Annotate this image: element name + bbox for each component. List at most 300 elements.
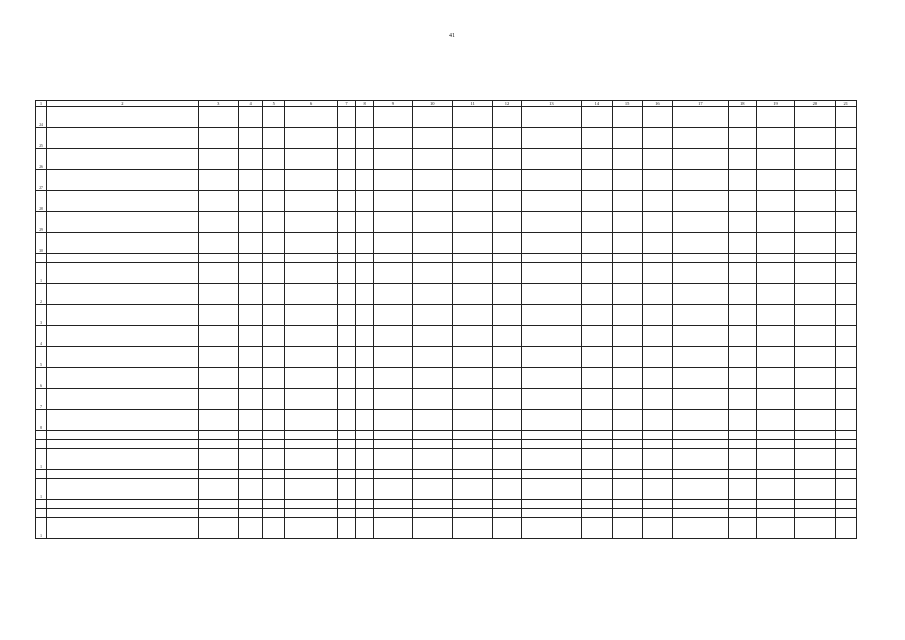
- table-cell: [47, 107, 198, 128]
- table-cell: [612, 128, 642, 149]
- table-cell: [582, 284, 612, 305]
- table-cell: [374, 479, 412, 500]
- table-cell: [374, 233, 412, 254]
- table-cell: [452, 431, 492, 440]
- table-cell: [47, 326, 198, 347]
- table-cell: [642, 431, 672, 440]
- table-cell: [612, 440, 642, 449]
- table-cell: [356, 410, 374, 431]
- table-cell: [238, 479, 262, 500]
- table-cell: [728, 263, 756, 284]
- table-cell: [238, 149, 262, 170]
- table-cell: [795, 191, 835, 212]
- table-cell: [47, 470, 198, 479]
- table-cell: [642, 509, 672, 518]
- table-cell: [374, 389, 412, 410]
- table-cell: [673, 326, 729, 347]
- table-cell: [582, 518, 612, 539]
- table-row: [36, 212, 857, 233]
- table-cell: [795, 470, 835, 479]
- table-cell: [198, 149, 238, 170]
- table-cell: [612, 500, 642, 509]
- table-cell: [642, 149, 672, 170]
- table-cell: [285, 326, 338, 347]
- table-cell: [728, 191, 756, 212]
- table-cell: [493, 518, 521, 539]
- table-cell: [493, 431, 521, 440]
- table-cell: [356, 191, 374, 212]
- table-cell: 6: [36, 368, 47, 389]
- table-cell: [452, 479, 492, 500]
- table-cell: [835, 389, 856, 410]
- table-cell: [263, 449, 285, 470]
- table-cell: [835, 263, 856, 284]
- column-header: 7: [337, 101, 355, 107]
- table-cell: [238, 212, 262, 233]
- table-cell: [238, 263, 262, 284]
- table-cell: [493, 326, 521, 347]
- table-cell: [238, 389, 262, 410]
- table-cell: [728, 410, 756, 431]
- table-cell: [356, 470, 374, 479]
- table-cell: [412, 212, 452, 233]
- table-cell: [756, 389, 794, 410]
- table-cell: [337, 389, 355, 410]
- table-cell: [728, 440, 756, 449]
- table-cell: [795, 389, 835, 410]
- table-cell: [337, 431, 355, 440]
- table-cell: [795, 107, 835, 128]
- column-header: 10: [412, 101, 452, 107]
- table-cell: [756, 479, 794, 500]
- table-cell: [835, 305, 856, 326]
- table-cell: [412, 389, 452, 410]
- table-cell: [582, 389, 612, 410]
- table-cell: [612, 212, 642, 233]
- table-cell: [493, 347, 521, 368]
- table-cell: [263, 500, 285, 509]
- table-cell: [374, 440, 412, 449]
- table-row: [36, 368, 857, 389]
- table-cell: [356, 449, 374, 470]
- table-cell: [673, 170, 729, 191]
- table-cell: [412, 128, 452, 149]
- table-cell: [835, 326, 856, 347]
- table-cell: [795, 149, 835, 170]
- table-cell: [356, 431, 374, 440]
- table-cell: [412, 440, 452, 449]
- table-cell: [337, 470, 355, 479]
- table-cell: [356, 170, 374, 191]
- table-cell: [198, 389, 238, 410]
- table-cell: [835, 368, 856, 389]
- column-header: 5: [263, 101, 285, 107]
- table-cell: 1: [36, 449, 47, 470]
- table-cell: [493, 254, 521, 263]
- table-cell: [238, 233, 262, 254]
- table-cell: [337, 326, 355, 347]
- table-cell: [612, 233, 642, 254]
- table-row: [36, 479, 857, 500]
- table-cell: [493, 470, 521, 479]
- table-cell: [493, 410, 521, 431]
- table-cell: [412, 410, 452, 431]
- column-header: 17: [673, 101, 729, 107]
- column-header: 20: [795, 101, 835, 107]
- table-cell: [756, 431, 794, 440]
- table-cell: [728, 518, 756, 539]
- table-cell: [795, 326, 835, 347]
- table-cell: [612, 347, 642, 368]
- table-cell: [728, 368, 756, 389]
- table-cell: [374, 254, 412, 263]
- table-cell: [452, 263, 492, 284]
- table-cell: [835, 284, 856, 305]
- table-cell: [374, 347, 412, 368]
- table-cell: 1: [36, 479, 47, 500]
- table-cell: [493, 305, 521, 326]
- table-cell: [356, 305, 374, 326]
- table-cell: [795, 500, 835, 509]
- table-cell: [795, 284, 835, 305]
- table-cell: [47, 440, 198, 449]
- column-header: 1: [36, 101, 47, 107]
- table-cell: [728, 326, 756, 347]
- table-cell: [642, 518, 672, 539]
- table-cell: [795, 128, 835, 149]
- table-cell: [47, 389, 198, 410]
- table-cell: [238, 431, 262, 440]
- table-cell: [582, 368, 612, 389]
- table-cell: [521, 128, 582, 149]
- table-row: [36, 128, 857, 149]
- table-cell: [673, 518, 729, 539]
- table-cell: [835, 449, 856, 470]
- table-cell: [521, 431, 582, 440]
- column-header: 16: [642, 101, 672, 107]
- table-cell: [198, 326, 238, 347]
- table-cell: [198, 254, 238, 263]
- table-cell: 7: [36, 389, 47, 410]
- table-cell: [198, 284, 238, 305]
- page-number: 41: [449, 33, 455, 39]
- table-cell: 25: [36, 128, 47, 149]
- table-cell: [47, 500, 198, 509]
- table-cell: [452, 500, 492, 509]
- table-cell: [493, 149, 521, 170]
- table-cell: [285, 440, 338, 449]
- table-cell: [47, 170, 198, 191]
- table-cell: [493, 440, 521, 449]
- table-cell: [452, 410, 492, 431]
- table-cell: [582, 149, 612, 170]
- table-cell: [412, 368, 452, 389]
- table-cell: [673, 254, 729, 263]
- column-header: 3: [198, 101, 238, 107]
- table-cell: [521, 263, 582, 284]
- table-cell: [337, 305, 355, 326]
- table-cell: [795, 431, 835, 440]
- table-cell: [642, 212, 672, 233]
- table-cell: [263, 263, 285, 284]
- table-cell: [412, 509, 452, 518]
- table-cell: [285, 107, 338, 128]
- table-cell: [582, 470, 612, 479]
- table-cell: [452, 389, 492, 410]
- table-cell: [337, 518, 355, 539]
- table-cell: [642, 263, 672, 284]
- table-cell: [412, 263, 452, 284]
- table-cell: 29: [36, 212, 47, 233]
- table-cell: [412, 284, 452, 305]
- table-cell: [263, 410, 285, 431]
- table-cell: [673, 233, 729, 254]
- table-cell: [582, 326, 612, 347]
- table-cell: [582, 500, 612, 509]
- table-cell: [374, 149, 412, 170]
- table-cell: [263, 479, 285, 500]
- table-cell: [582, 128, 612, 149]
- table-cell: [642, 410, 672, 431]
- table-cell: [337, 368, 355, 389]
- table-cell: [756, 149, 794, 170]
- table-cell: [337, 500, 355, 509]
- table-cell: [452, 440, 492, 449]
- table-cell: [521, 212, 582, 233]
- table-cell: [374, 500, 412, 509]
- table-cell: [756, 107, 794, 128]
- table-cell: [198, 440, 238, 449]
- table-cell: [412, 479, 452, 500]
- table-cell: [36, 254, 47, 263]
- table-cell: [47, 368, 198, 389]
- table-cell: [835, 170, 856, 191]
- table-cell: [521, 500, 582, 509]
- table-cell: [612, 389, 642, 410]
- table-cell: [198, 233, 238, 254]
- table-cell: [285, 191, 338, 212]
- table-cell: [673, 479, 729, 500]
- table-cell: [263, 233, 285, 254]
- table-cell: [756, 212, 794, 233]
- table-cell: [47, 410, 198, 431]
- table-cell: [642, 479, 672, 500]
- table-cell: [263, 509, 285, 518]
- table-row: [36, 263, 857, 284]
- table-cell: [835, 233, 856, 254]
- table-cell: [521, 518, 582, 539]
- table-cell: [374, 107, 412, 128]
- table-cell: [795, 233, 835, 254]
- table-cell: [835, 212, 856, 233]
- subtotal-row: [36, 254, 857, 263]
- table-cell: [642, 470, 672, 479]
- table-cell: [285, 263, 338, 284]
- table-cell: [412, 347, 452, 368]
- table-cell: [452, 170, 492, 191]
- column-header: 9: [374, 101, 412, 107]
- table-cell: [521, 479, 582, 500]
- table-cell: [582, 509, 612, 518]
- table-cell: [263, 107, 285, 128]
- table-cell: [263, 149, 285, 170]
- table-cell: [756, 170, 794, 191]
- table-cell: [47, 128, 198, 149]
- table-cell: [285, 149, 338, 170]
- table-cell: [263, 518, 285, 539]
- table-cell: [47, 263, 198, 284]
- table-cell: [452, 509, 492, 518]
- table-cell: [673, 449, 729, 470]
- table-cell: [452, 233, 492, 254]
- table-cell: [337, 347, 355, 368]
- table-cell: [374, 263, 412, 284]
- table-cell: [36, 470, 47, 479]
- table-cell: [36, 440, 47, 449]
- table-cell: [493, 479, 521, 500]
- table-cell: [521, 305, 582, 326]
- table-cell: [756, 326, 794, 347]
- table-cell: [238, 368, 262, 389]
- table-cell: [642, 347, 672, 368]
- table-cell: [36, 431, 47, 440]
- table-cell: [521, 410, 582, 431]
- table-cell: [412, 470, 452, 479]
- subtotal-row: [36, 440, 857, 449]
- table-cell: [612, 305, 642, 326]
- table-cell: [47, 191, 198, 212]
- table-cell: [493, 170, 521, 191]
- table-cell: [835, 518, 856, 539]
- table-cell: [337, 128, 355, 149]
- table-cell: [612, 284, 642, 305]
- table-cell: [642, 389, 672, 410]
- table-cell: [285, 305, 338, 326]
- table-cell: [728, 509, 756, 518]
- table-cell: [374, 326, 412, 347]
- table-cell: [756, 509, 794, 518]
- table-cell: [673, 500, 729, 509]
- table-cell: [521, 254, 582, 263]
- column-header: 13: [521, 101, 582, 107]
- table-cell: [285, 212, 338, 233]
- table-cell: [756, 254, 794, 263]
- table-cell: [356, 263, 374, 284]
- table-cell: [337, 254, 355, 263]
- column-header: 6: [285, 101, 338, 107]
- table-cell: [263, 440, 285, 449]
- table-cell: [521, 107, 582, 128]
- table-cell: [374, 212, 412, 233]
- table-cell: [263, 254, 285, 263]
- table-cell: [412, 449, 452, 470]
- table-row: [36, 305, 857, 326]
- table-cell: [285, 479, 338, 500]
- table-cell: [356, 254, 374, 263]
- table-cell: [374, 431, 412, 440]
- table-cell: [756, 347, 794, 368]
- table-cell: [673, 389, 729, 410]
- table-cell: [493, 389, 521, 410]
- table-cell: [582, 449, 612, 470]
- table-cell: [673, 305, 729, 326]
- table-cell: [452, 128, 492, 149]
- housing-table: [35, 100, 857, 539]
- table-row: [36, 284, 857, 305]
- table-cell: [835, 440, 856, 449]
- table-cell: [521, 149, 582, 170]
- table-cell: [642, 254, 672, 263]
- table-cell: [493, 449, 521, 470]
- table-cell: [238, 518, 262, 539]
- table-cell: [756, 128, 794, 149]
- table-cell: [835, 347, 856, 368]
- table-cell: [374, 449, 412, 470]
- table-cell: [521, 170, 582, 191]
- table-cell: [612, 170, 642, 191]
- table-cell: [47, 284, 198, 305]
- table-cell: [642, 107, 672, 128]
- table-cell: [673, 431, 729, 440]
- table-cell: [337, 107, 355, 128]
- table-cell: [835, 470, 856, 479]
- table-cell: [642, 305, 672, 326]
- column-header: 14: [582, 101, 612, 107]
- table-cell: [452, 212, 492, 233]
- table-cell: [263, 191, 285, 212]
- table-cell: [263, 284, 285, 305]
- column-header: 12: [493, 101, 521, 107]
- table-cell: [198, 263, 238, 284]
- table-cell: [612, 470, 642, 479]
- table-cell: [756, 518, 794, 539]
- table-cell: [263, 305, 285, 326]
- table-cell: [198, 191, 238, 212]
- subtotal-row: [36, 470, 857, 479]
- table-cell: [673, 347, 729, 368]
- table-cell: [356, 347, 374, 368]
- table-cell: [642, 326, 672, 347]
- table-cell: [47, 212, 198, 233]
- table-cell: [374, 368, 412, 389]
- table-cell: [452, 449, 492, 470]
- table-cell: [263, 431, 285, 440]
- table-cell: [728, 389, 756, 410]
- table-cell: [47, 431, 198, 440]
- table-cell: [412, 170, 452, 191]
- table-cell: [374, 170, 412, 191]
- table-cell: [198, 431, 238, 440]
- table-cell: [198, 479, 238, 500]
- table-cell: [728, 431, 756, 440]
- table-cell: [673, 509, 729, 518]
- table-cell: [285, 431, 338, 440]
- table-cell: [795, 479, 835, 500]
- table-cell: 27: [36, 170, 47, 191]
- table-cell: [263, 347, 285, 368]
- table-cell: [238, 107, 262, 128]
- table-cell: [493, 128, 521, 149]
- column-header: 8: [356, 101, 374, 107]
- table-cell: [612, 449, 642, 470]
- table-row: [36, 233, 857, 254]
- table-cell: [795, 347, 835, 368]
- table-cell: [412, 518, 452, 539]
- table-cell: [36, 509, 47, 518]
- table-cell: [36, 500, 47, 509]
- table-cell: [756, 368, 794, 389]
- table-cell: [521, 347, 582, 368]
